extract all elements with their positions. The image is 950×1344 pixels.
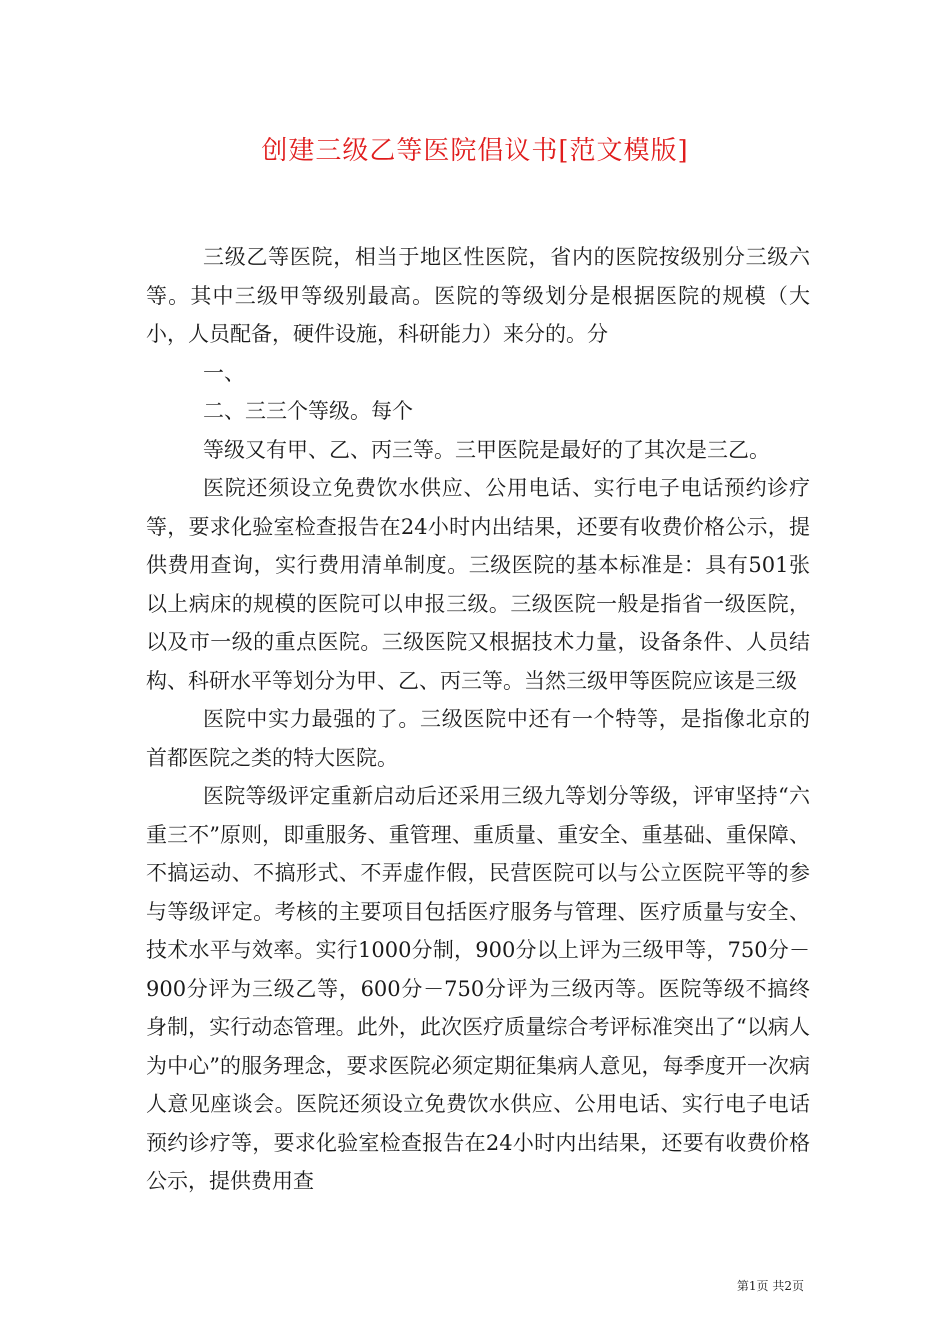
paragraph-evaluation: 医院等级评定重新启动后还采用三级九等划分等级，评审坚持“六重三不”原则，即重服务、重管理、重质量、重安全、重基础、重保障、不搞运动、不搞形式、不弄虚作假，民营医院可以与公立医院平等的参与等级评定。考核的主要项目包括医疗服务与管理、医疗质量与安全、技术水平与效率。实行1000分制，900分以上评为三级甲等，750分－900分评为三级乙等，600分－750分评为三级丙等。医院等级不搞终身制，实行动态管理。此外，此次医疗质量综合考评标准突出了“以病人为中心”的服务理念，要求医院必须定期征集病人意见，每季度开一次病人意见座谈会。医院还须设立免费饮水供应、公用电话、实行电子电话预约诊疗等，要求化验室检查报告在24小时内出结果，还要有收费价格公示，提供费用查 — [146, 784, 810, 1193]
page-number: 第1页 共2页 — [736, 1279, 804, 1293]
document-body — [146, 238, 810, 1201]
page-title: 创建三级乙等医院倡议书[范文模版] — [261, 136, 689, 166]
paragraph-standards: 医院还须设立免费饮水供应、公用电话、实行电子电话预约诊疗等，要求化验室检查报告在24小时内出结果，还要有收费价格公示，提供费用查询，实行费用清单制度。三级医院的基本标准是：具有501张以上病床的规模的医院可以申报三级。三级医院一般是指省一级医院，以及市一级的重点医院。三级医院又根据技术力量，设备条件、人员结构、科研水平等划分为甲、乙、丙三等。当然三级甲等医院应该是三级 — [146, 476, 810, 693]
paragraph-intro: 三级乙等医院，相当于地区性医院，省内的医院按级别分三级六等。其中三级甲等级别最高。医院的等级划分是根据医院的规模（大小，人员配备，硬件设施，科研能力）来分的。分 — [146, 245, 810, 346]
paragraph-grades: 等级又有甲、乙、丙三等。三甲医院是最好的了其次是三乙。 — [203, 437, 770, 462]
paragraph-list-item-1: 一、 — [203, 360, 245, 385]
paragraph-special-grade: 医院中实力最强的了。三级医院中还有一个特等，是指像北京的首都医院之类的特大医院。 — [146, 707, 810, 770]
paragraph-list-item-2: 二、三三个等级。每个 — [203, 399, 413, 423]
